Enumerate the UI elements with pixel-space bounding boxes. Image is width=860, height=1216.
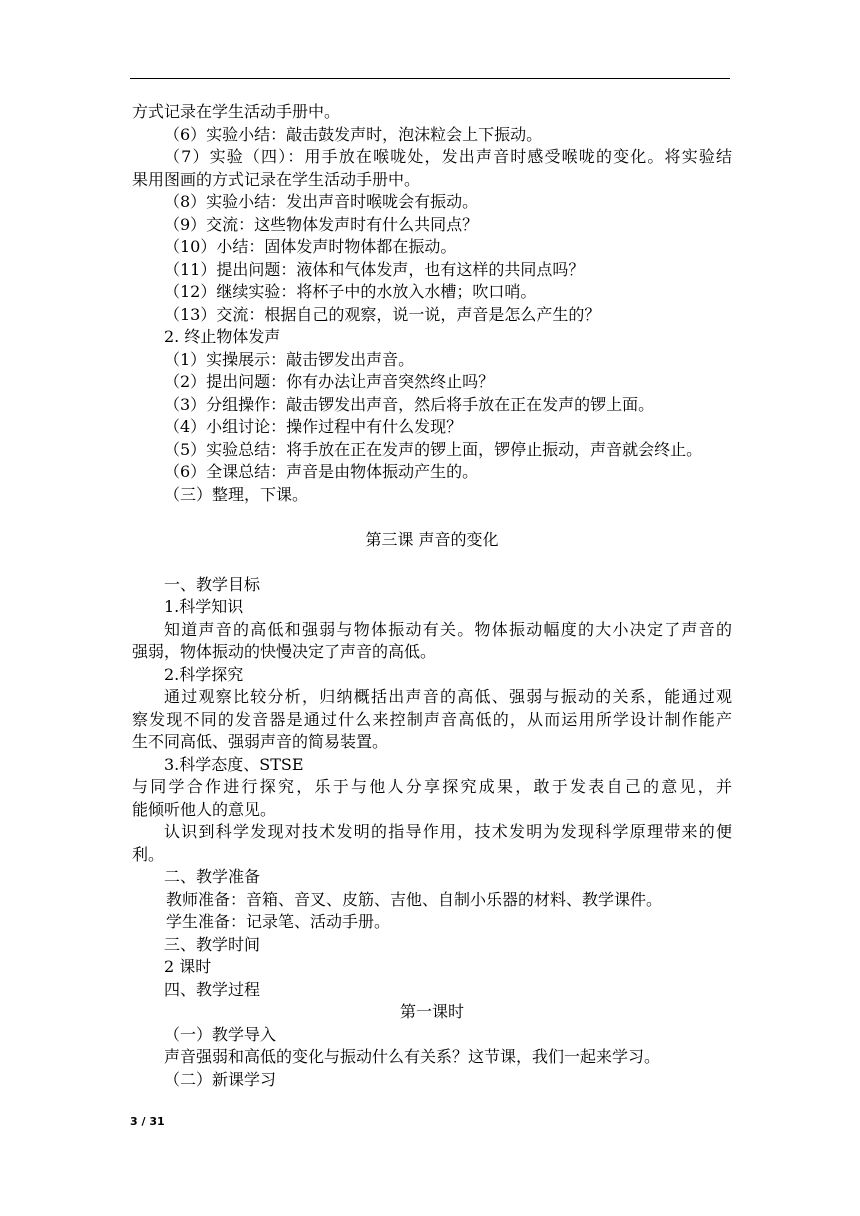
subsection-heading: （二）新课学习 [164, 1069, 277, 1089]
period-title: 第一课时 [399, 1002, 464, 1021]
section-heading: 一、教学目标 [164, 574, 261, 594]
text-line: （3）分组操作：敲击锣发出声音，然后将手放在正在发声的锣上面。 [164, 394, 655, 414]
blank-line [132, 506, 732, 529]
text-line: （1）实操展示：敲击锣发出声音。 [164, 349, 415, 369]
page-number: 3 / 31 [130, 1115, 165, 1128]
text-line: 利。 [132, 844, 165, 864]
text-line: （10）小结：固体发声时物体都在振动。 [164, 237, 457, 256]
subsection-heading: 1.科学知识 [164, 597, 244, 616]
text-line: （6）实验小结：敲击鼓发声时，泡沫粒会上下振动。 [164, 124, 543, 144]
text-line: （11）提出问题：液体和气体发声，也有这样的共同点吗？ [164, 259, 585, 279]
section-heading: 二、教学准备 [164, 867, 261, 886]
text-line: 与同学合作进行探究，乐于与他人分享探究成果，敢于发表自己的意见，并 [132, 777, 732, 796]
text-line: （8）实验小结：发出声音时喉咙会有振动。 [164, 192, 479, 211]
subsection-heading: 3.科学态度、STSE [164, 754, 304, 774]
text-line: 教师准备：音箱、音叉、皮筋、吉他、自制小乐器的材料、教学课件。 [166, 889, 663, 909]
text-line: 能倾听他人的意见。 [132, 799, 277, 819]
text-line: 2 课时 [164, 957, 212, 976]
text-line: 学生准备：记录笔、活动手册。 [166, 912, 391, 931]
text-line: （三）整理，下课。 [164, 484, 309, 504]
section-heading: 三、教学时间 [164, 934, 261, 954]
lesson-title: 第三课 声音的变化 [365, 529, 499, 549]
text-line: （7）实验（四）：用手放在喉咙处，发出声音时感受喉咙的变化。将实验结 [164, 147, 732, 166]
blank-line [132, 551, 732, 574]
text-line: 认识到科学发现对技术发明的指导作用，技术发明为发现科学原理带来的便 [164, 822, 732, 841]
text-line: （13）交流：根据自己的观察，说一说，声音是怎么产生的？ [164, 304, 601, 324]
text-line: 通过观察比较分析，归纳概括出声音的高低、强弱与振动的关系，能通过观 [164, 687, 732, 706]
document-body [132, 101, 732, 1091]
text-line: （5）实验总结：将手放在正在发声的锣上面，锣停止振动，声音就会终止。 [164, 439, 703, 459]
text-line: （2）提出问题：你有办法让声音突然终止吗？ [164, 372, 495, 391]
text-line: （4）小组讨论：操作过程中有什么发现？ [164, 417, 463, 436]
text-line: （6）全课总结：声音是由物体振动产生的。 [164, 462, 479, 481]
text-line: 方式记录在学生活动手册中。 [132, 102, 341, 121]
subsection-heading: 2.科学探究 [164, 664, 244, 684]
subsection-heading: （一）教学导入 [164, 1024, 277, 1044]
section-heading: 四、教学过程 [164, 979, 261, 999]
header-rule [130, 78, 730, 79]
text-line: 果用图画的方式记录在学生活动手册中。 [132, 169, 421, 189]
text-line: （12）继续实验：将杯子中的水放入水槽；吹口哨。 [164, 282, 537, 301]
text-line: 生不同高低、强弱声音的简易装置。 [132, 732, 389, 751]
text-line: 察发现不同的发音器是通过什么来控制声音高低的，从而运用所学设计制作能产 [132, 709, 732, 729]
section-heading: 2. 终止物体发声 [164, 327, 281, 346]
text-line: 强弱，物体振动的快慢决定了声音的高低。 [132, 642, 437, 661]
text-line: 知道声音的高低和强弱与物体振动有关。物体振动幅度的大小决定了声音的 [164, 619, 732, 639]
text-line: （9）交流：这些物体发声时有什么共同点？ [164, 214, 479, 234]
text-line: 声音强弱和高低的变化与振动什么有关系？这节课，我们一起来学习。 [164, 1047, 661, 1066]
